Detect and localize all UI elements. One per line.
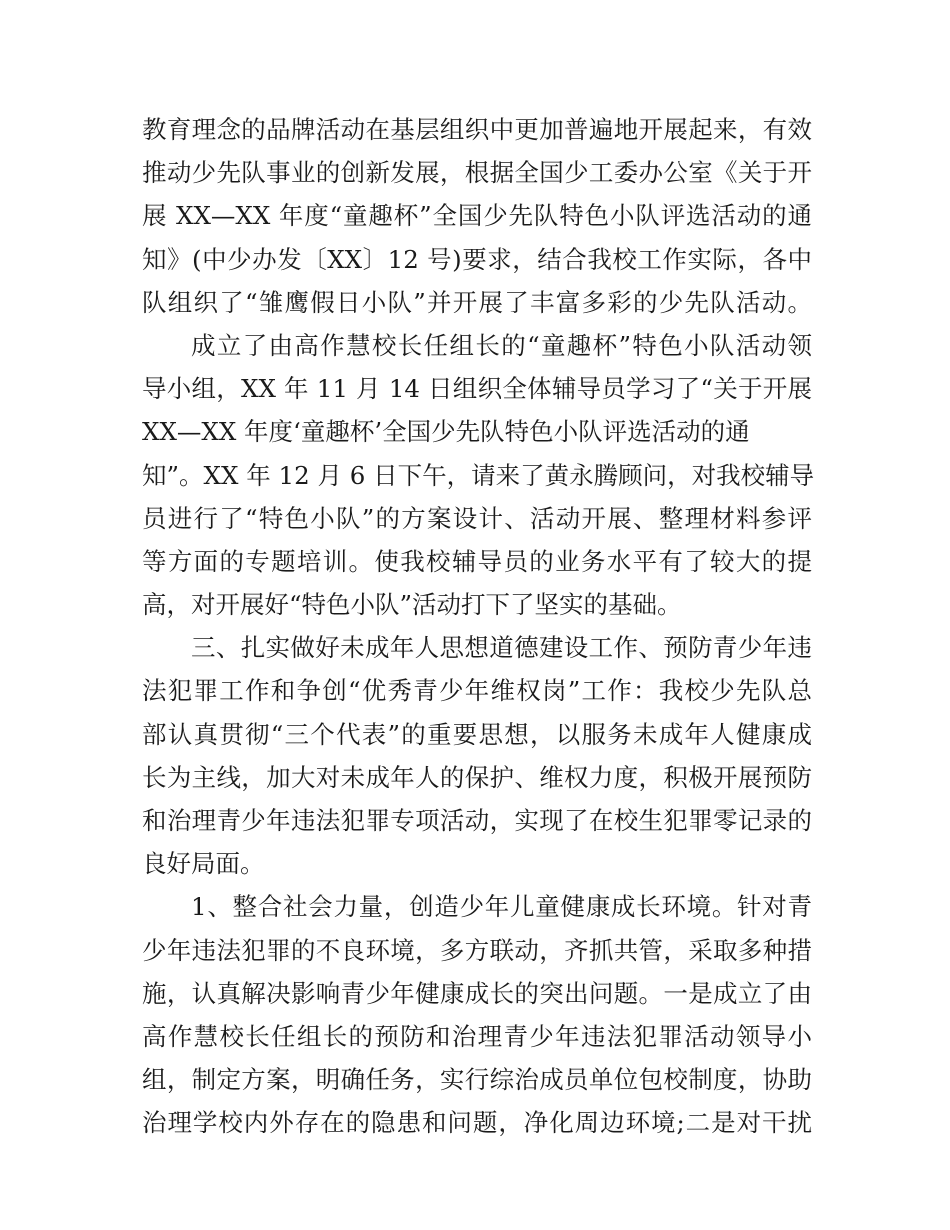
text-line: XX—XX 年度‘童趣杯’全国少先队特色小队评选活动的通 (142, 417, 750, 447)
text-line: 员进行了“特色小队”的方案设计、活动开展、整理材料参评 (142, 503, 812, 533)
text-line: 展 XX—XX 年度“童趣杯”全国少先队特色小队评选活动的通 (142, 201, 812, 231)
text-line: 三、扎实做好未成年人思想道德建设工作、预防青少年违 (191, 633, 812, 663)
paragraph-3 (142, 626, 812, 885)
text-line: 高，对开展好“特色小队”活动打下了坚实的基础。 (142, 590, 682, 620)
text-line: 组，制定方案，明确任务，实行综治成员单位包校制度，协助 (142, 1065, 812, 1095)
text-line: 成立了由高作慧校长任组长的“童趣杯”特色小队活动领 (191, 330, 812, 360)
text-line: 高作慧校长任组长的预防和治理青少年违法犯罪活动领导小 (142, 1021, 812, 1051)
paragraph-2 (142, 324, 815, 626)
text-line: 导小组，XX 年 11 月 14 日组织全体辅导员学习了“关于开展 (142, 374, 812, 404)
text-line: 等方面的专题培训。使我校辅导员的业务水平有了较大的提 (142, 546, 812, 576)
text-line: 少年违法犯罪的不良环境，多方联动，齐抓共管，采取多种措 (142, 935, 812, 965)
paragraph-4 (142, 885, 812, 1144)
text-line: 1、整合社会力量，创造少年儿童健康成长环境。针对青 (191, 892, 812, 922)
text-line: 长为主线，加大对未成年人的保护、维权力度，积极开展预防 (142, 762, 812, 792)
text-line: 队组织了“雏鹰假日小队”并开展了丰富多彩的少先队活动。 (142, 287, 812, 317)
text-line: 推动少先队事业的创新发展，根据全国少工委办公室《关于开 (142, 158, 812, 188)
paragraph-1 (142, 108, 812, 324)
text-line: 部认真贯彻“三个代表”的重要思想，以服务未成年人健康成 (142, 719, 812, 749)
text-line: 良好局面。 (142, 849, 265, 879)
text-line: 知”。XX 年 12 月 6 日下午，请来了黄永腾顾问，对我校辅导 (142, 460, 815, 490)
text-line: 教育理念的品牌活动在基层组织中更加普遍地开展起来，有效 (142, 115, 812, 144)
text-line: 治理学校内外存在的隐患和问题，净化周边环境;二是对干扰 (142, 1108, 812, 1138)
text-line: 施，认真解决影响青少年健康成长的突出问题。一是成立了由 (142, 978, 812, 1008)
text-line: 和治理青少年违法犯罪专项活动，实现了在校生犯罪零记录的 (142, 806, 812, 835)
text-line: 法犯罪工作和争创“优秀青少年维权岗”工作：我校少先队总 (142, 676, 812, 706)
text-line: 知》(中少办发〔XX〕12 号)要求，结合我校工作实际，各中 (142, 244, 812, 274)
document-page (142, 108, 815, 1145)
